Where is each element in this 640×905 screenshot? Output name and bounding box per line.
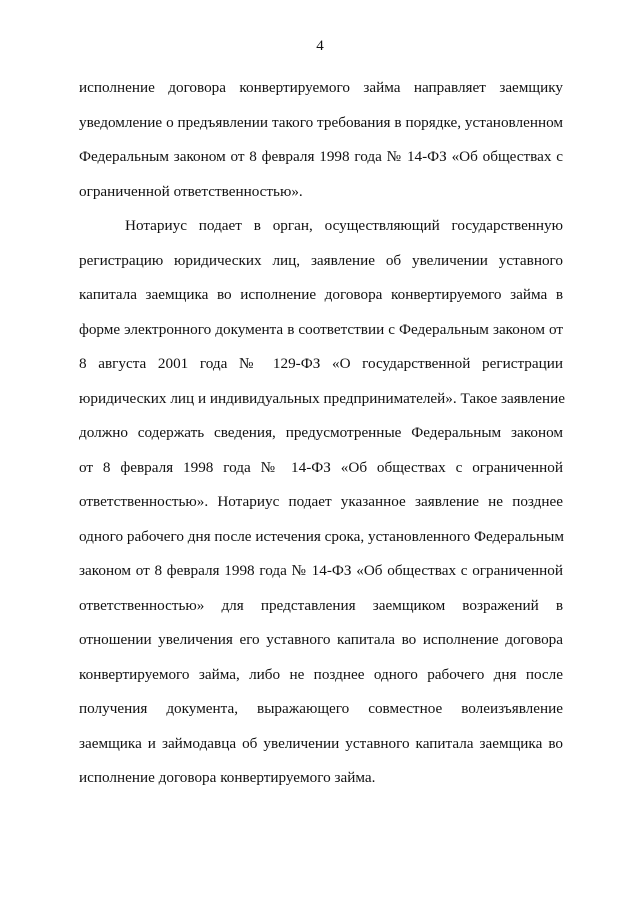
paragraph-line: уведомление о предъявлении такого требования в порядке, установленном xyxy=(79,113,563,131)
paragraph-line: от 8 февраля 1998 года № 14-ФЗ «Об обществах с ограниченной xyxy=(79,458,563,476)
paragraph-line: исполнение договора конвертируемого займа направляет заемщику xyxy=(79,79,563,96)
paragraph-line: получения документа, выражающего совместное волеизъявление xyxy=(79,700,563,717)
paragraph-line: ограниченной ответственностью». xyxy=(79,182,303,200)
paragraph-line: конвертируемого займа, либо не позднее одного рабочего дня после xyxy=(79,665,563,683)
paragraph-line: ответственностью». Нотариус подает указанное заявление не позднее xyxy=(79,493,563,510)
paragraph-line: исполнение договора конвертируемого займа. xyxy=(79,769,376,786)
paragraph-line: юридических лиц и индивидуальных предпринимателей». Такое заявление xyxy=(79,389,566,407)
paragraph-line: ответственностью» для представления заемщиком возражений в xyxy=(79,596,563,614)
paragraph-1 xyxy=(79,71,563,209)
paragraph-line: законом от 8 февраля 1998 года № 14-ФЗ «Об обществах с ограниченной xyxy=(79,562,563,579)
paragraph-line: Нотариус подает в орган, осуществляющий государственную xyxy=(125,217,563,234)
paragraph-line: отношении увеличения его уставного капитала во исполнение договора xyxy=(79,631,563,648)
paragraph-line: форме электронного документа в соответствии с Федеральным законом от xyxy=(79,320,563,338)
paragraph-line: Федеральным законом от 8 февраля 1998 года № 14-ФЗ «Об обществах с xyxy=(79,148,563,165)
paragraph-line: регистрацию юридических лиц, заявление об увеличении уставного xyxy=(79,251,563,269)
paragraph-2 xyxy=(79,209,566,796)
paragraph-line: заемщика и займодавца об увеличении уставного капитала заемщика во xyxy=(79,734,563,752)
paragraph-line: одного рабочего дня после истечения срока, установленного Федеральным xyxy=(79,527,564,545)
paragraph-line: должно содержать сведения, предусмотренные Федеральным законом xyxy=(79,424,563,441)
paragraph-line: 8 августа 2001 года № 129-ФЗ «О государственной регистрации xyxy=(79,355,563,372)
page-number: 4 xyxy=(316,38,324,54)
paragraph-line: капитала заемщика во исполнение договора конвертируемого займа в xyxy=(79,286,563,303)
